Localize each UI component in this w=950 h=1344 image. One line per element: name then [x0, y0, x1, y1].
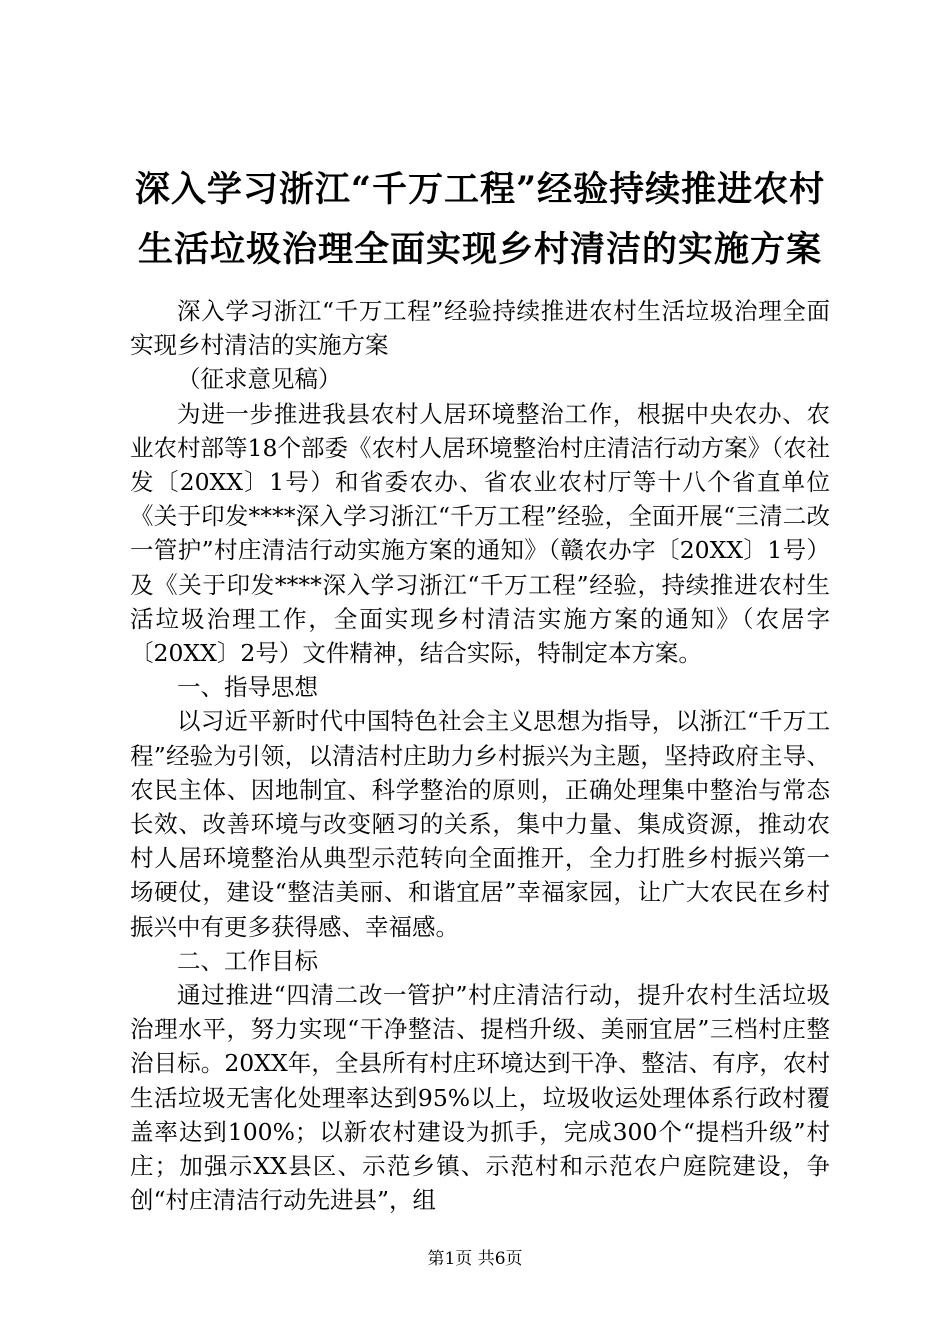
- body-paragraph-subtitle: 深入学习浙江“千万工程”经验持续推进农村生活垃圾治理全面实现乡村清洁的实施方案: [130, 297, 830, 360]
- section-heading-guiding-ideology: 一、指导思想: [177, 673, 318, 702]
- body-paragraph-intro: 为进一步推进我县农村人居环境整治工作，根据中央农办、农业农村部等18个部委《农村人居环境整治村庄清洁行动方案》（农社发〔20XX〕1号）和省委农办、省农业农村厅等十八个省直单位《关于印发****深入学习浙江“千万工程”经验，全面开展“三清二改一管护”村庄清洁行动实施方案的通知》（赣农办字〔20XX〕1号）及《关于印发****深入学习浙江“千万工程”经验，持续推进农村生活垃圾治理工作，全面实现乡村清洁实施方案的通知》（农居字〔20XX〕2号）文件精神，结合实际，特制定本方案。: [130, 399, 830, 668]
- section-heading-work-goals: 二、工作目标: [177, 946, 318, 975]
- document-body: [130, 294, 830, 1217]
- title-line-1: 深入学习浙江“千万工程”经验持续推进农村: [134, 169, 826, 210]
- document-title: [110, 160, 850, 280]
- body-paragraph-guiding-ideology: 以习近平新时代中国特色社会主义思想为指导，以浙江“千万工程”经验为引领，以清洁村庄助力乡村振兴为主题，坚持政府主导、农民主体、因地制宜、科学整治的原则，正确处理集中整治与常态长效、改善环境与改变陋习的关系，集中力量、集成资源，推动农村人居环境整治从典型示范转向全面推开，全力打胜乡村振兴第一场硬仗，建设“整洁美丽、和谐宜居”幸福家园，让广大农民在乡村振兴中有更多获得感、幸福感。: [130, 707, 830, 941]
- body-paragraph-work-goals: 通过推进“四清二改一管护”村庄清洁行动，提升农村生活垃圾治理水平，努力实现“干净整洁、提档升级、美丽宜居”三档村庄整治目标。20XX年，全县所有村庄环境达到干净、整洁、有序，农村生活垃圾无害化处理率达到95%以上，垃圾收运处理体系行政村覆盖率达到100%；以新农村建设为抓手，完成300个“提档升级”村庄；加强示XX县区、示范乡镇、示范村和示范农户庭院建设，争创“村庄清洁行动先进县”，组: [130, 981, 830, 1215]
- title-line-2: 生活垃圾治理全面实现乡村清洁的实施方案: [137, 229, 822, 270]
- body-paragraph-draft-note: （征求意见稿）: [177, 365, 342, 394]
- page-footer: 第1页 共6页: [427, 1249, 523, 1269]
